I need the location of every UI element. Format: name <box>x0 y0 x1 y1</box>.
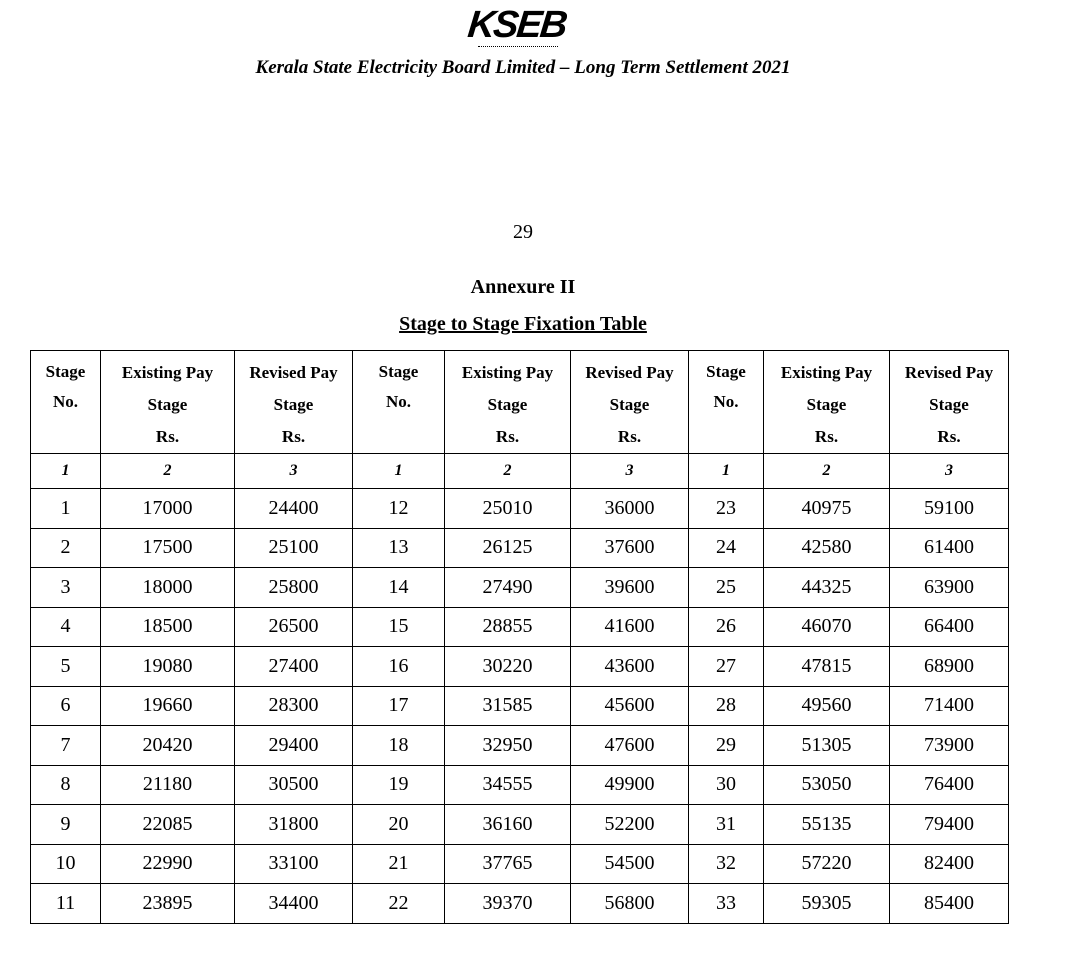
table-row <box>31 765 1009 805</box>
table-row <box>31 607 1009 647</box>
table-row <box>31 844 1009 884</box>
table-cell: 26125 <box>445 528 571 568</box>
table-cell: 82400 <box>890 844 1009 884</box>
table-cell: 5 <box>31 647 101 687</box>
table-cell: 30 <box>689 765 764 805</box>
table-row <box>31 528 1009 568</box>
table-cell: 66400 <box>890 607 1009 647</box>
table-cell: 20420 <box>101 726 235 766</box>
column-header-line: Stage <box>273 395 314 414</box>
table-row <box>31 805 1009 845</box>
table-cell: 68900 <box>890 647 1009 687</box>
column-header <box>445 351 571 454</box>
table-cell: 79400 <box>890 805 1009 845</box>
column-header <box>890 351 1009 454</box>
table-cell: 22 <box>353 884 445 924</box>
table-cell: 2 <box>31 528 101 568</box>
column-header-line: Stage <box>929 395 969 414</box>
table-cell: 33 <box>689 884 764 924</box>
table-cell: 59100 <box>890 489 1009 529</box>
column-header <box>571 351 689 454</box>
table-cell: 26500 <box>235 607 353 647</box>
table-cell: 30500 <box>235 765 353 805</box>
table-cell: 17000 <box>101 489 235 529</box>
table-cell: 25 <box>689 568 764 608</box>
table-cell: 32 <box>689 844 764 884</box>
page-number: 29 <box>513 221 533 243</box>
table-cell: 31800 <box>235 805 353 845</box>
column-header-line: Rs. <box>281 427 306 446</box>
table-cell: 71400 <box>890 686 1009 726</box>
table-cell: 46070 <box>764 607 890 647</box>
table-cell: 32950 <box>445 726 571 766</box>
table-cell: 14 <box>353 568 445 608</box>
column-header-line: No. <box>52 392 79 411</box>
column-number-cell: 2 <box>445 454 571 489</box>
column-header-line: Revised Pay <box>249 363 338 382</box>
column-header-line: Stage <box>147 395 188 414</box>
column-header <box>353 351 445 454</box>
table-cell: 18000 <box>101 568 235 608</box>
table-cell: 85400 <box>890 884 1009 924</box>
column-header-line: Existing Pay <box>780 363 873 382</box>
table-cell: 23 <box>689 489 764 529</box>
table-body <box>31 454 1009 924</box>
table-cell: 29 <box>689 726 764 766</box>
fixation-table <box>30 350 1009 924</box>
table-cell: 61400 <box>890 528 1009 568</box>
column-header-line: Rs. <box>495 427 520 446</box>
column-number-cell: 2 <box>764 454 890 489</box>
column-header-line: Existing Pay <box>121 363 214 382</box>
column-header-line: No. <box>385 392 412 411</box>
table-cell: 12 <box>353 489 445 529</box>
table-cell: 55135 <box>764 805 890 845</box>
table-row <box>31 647 1009 687</box>
table-cell: 18 <box>353 726 445 766</box>
column-number-cell: 3 <box>235 454 353 489</box>
table-cell: 16 <box>353 647 445 687</box>
table-cell: 1 <box>31 489 101 529</box>
logo-subtext-line <box>478 46 558 50</box>
table-cell: 33100 <box>235 844 353 884</box>
column-header-line: Revised Pay <box>585 363 674 382</box>
column-header <box>101 351 235 454</box>
column-number-row <box>31 454 1009 489</box>
table-cell: 19 <box>353 765 445 805</box>
table-cell: 4 <box>31 607 101 647</box>
column-header-line: No. <box>713 392 739 411</box>
column-header-line: Revised Pay <box>904 363 994 382</box>
column-header-line: Stage <box>45 362 86 381</box>
table-cell: 34555 <box>445 765 571 805</box>
table-cell: 19660 <box>101 686 235 726</box>
table-cell: 37765 <box>445 844 571 884</box>
table-row <box>31 568 1009 608</box>
table-cell: 27400 <box>235 647 353 687</box>
table-cell: 52200 <box>571 805 689 845</box>
table-title: Stage to Stage Fixation Table <box>399 313 647 335</box>
table-cell: 36160 <box>445 805 571 845</box>
table-cell: 36000 <box>571 489 689 529</box>
table-cell: 24400 <box>235 489 353 529</box>
table-cell: 28300 <box>235 686 353 726</box>
column-header-line: Rs. <box>155 427 180 446</box>
table-cell: 42580 <box>764 528 890 568</box>
table-cell: 27 <box>689 647 764 687</box>
table-cell: 54500 <box>571 844 689 884</box>
table-cell: 53050 <box>764 765 890 805</box>
table-cell: 17500 <box>101 528 235 568</box>
table-row <box>31 726 1009 766</box>
table-cell: 41600 <box>571 607 689 647</box>
table-cell: 21180 <box>101 765 235 805</box>
column-header-line: Stage <box>609 395 650 414</box>
table-cell: 76400 <box>890 765 1009 805</box>
table-cell: 49900 <box>571 765 689 805</box>
table-cell: 17 <box>353 686 445 726</box>
table-cell: 21 <box>353 844 445 884</box>
column-header-line: Rs. <box>937 427 961 446</box>
table-cell: 11 <box>31 884 101 924</box>
table-cell: 24 <box>689 528 764 568</box>
table-cell: 27490 <box>445 568 571 608</box>
table-cell: 31585 <box>445 686 571 726</box>
table-row <box>31 686 1009 726</box>
table-cell: 25800 <box>235 568 353 608</box>
kseb-logo <box>465 4 580 52</box>
table-cell: 56800 <box>571 884 689 924</box>
table-cell: 20 <box>353 805 445 845</box>
table-cell: 6 <box>31 686 101 726</box>
table-header-row <box>31 351 1009 454</box>
column-header <box>235 351 353 454</box>
column-header-line: Rs. <box>814 427 839 446</box>
table-cell: 26 <box>689 607 764 647</box>
table-cell: 30220 <box>445 647 571 687</box>
table-cell: 34400 <box>235 884 353 924</box>
logo-text: KSEB <box>465 4 568 46</box>
column-number-cell: 2 <box>101 454 235 489</box>
table-cell: 37600 <box>571 528 689 568</box>
column-header-line: Stage <box>706 362 746 381</box>
table-cell: 10 <box>31 844 101 884</box>
table-cell: 39600 <box>571 568 689 608</box>
table-cell: 28 <box>689 686 764 726</box>
column-header <box>31 351 101 454</box>
column-header-line: Stage <box>806 395 847 414</box>
table-cell: 7 <box>31 726 101 766</box>
table-cell: 47815 <box>764 647 890 687</box>
column-header <box>689 351 764 454</box>
table-cell: 15 <box>353 607 445 647</box>
column-header-line: Existing Pay <box>461 363 554 382</box>
table-cell: 31 <box>689 805 764 845</box>
table-cell: 29400 <box>235 726 353 766</box>
table-row <box>31 884 1009 924</box>
table-cell: 8 <box>31 765 101 805</box>
table-row <box>31 489 1009 529</box>
annexure-heading: Annexure II <box>470 276 576 298</box>
table-cell: 22990 <box>101 844 235 884</box>
table-cell: 73900 <box>890 726 1009 766</box>
table-cell: 63900 <box>890 568 1009 608</box>
table-cell: 25010 <box>445 489 571 529</box>
column-number-cell: 3 <box>571 454 689 489</box>
document-header: Kerala State Electricity Board Limited – Long Term Settlement 2021 <box>255 57 791 78</box>
table-cell: 45600 <box>571 686 689 726</box>
table-cell: 19080 <box>101 647 235 687</box>
table-cell: 25100 <box>235 528 353 568</box>
table-cell: 40975 <box>764 489 890 529</box>
column-number-cell: 3 <box>890 454 1009 489</box>
column-number-cell: 1 <box>353 454 445 489</box>
table-cell: 13 <box>353 528 445 568</box>
table-cell: 3 <box>31 568 101 608</box>
column-number-cell: 1 <box>31 454 101 489</box>
table-cell: 22085 <box>101 805 235 845</box>
table-cell: 51305 <box>764 726 890 766</box>
table-cell: 47600 <box>571 726 689 766</box>
table-cell: 59305 <box>764 884 890 924</box>
table-cell: 18500 <box>101 607 235 647</box>
column-header-line: Stage <box>378 362 419 381</box>
table-cell: 28855 <box>445 607 571 647</box>
column-header-line: Stage <box>487 395 528 414</box>
table-cell: 9 <box>31 805 101 845</box>
table-cell: 43600 <box>571 647 689 687</box>
table-cell: 39370 <box>445 884 571 924</box>
table-cell: 49560 <box>764 686 890 726</box>
column-header-line: Rs. <box>617 427 642 446</box>
table-cell: 44325 <box>764 568 890 608</box>
column-header <box>764 351 890 454</box>
table-cell: 57220 <box>764 844 890 884</box>
column-number-cell: 1 <box>689 454 764 489</box>
table-cell: 23895 <box>101 884 235 924</box>
